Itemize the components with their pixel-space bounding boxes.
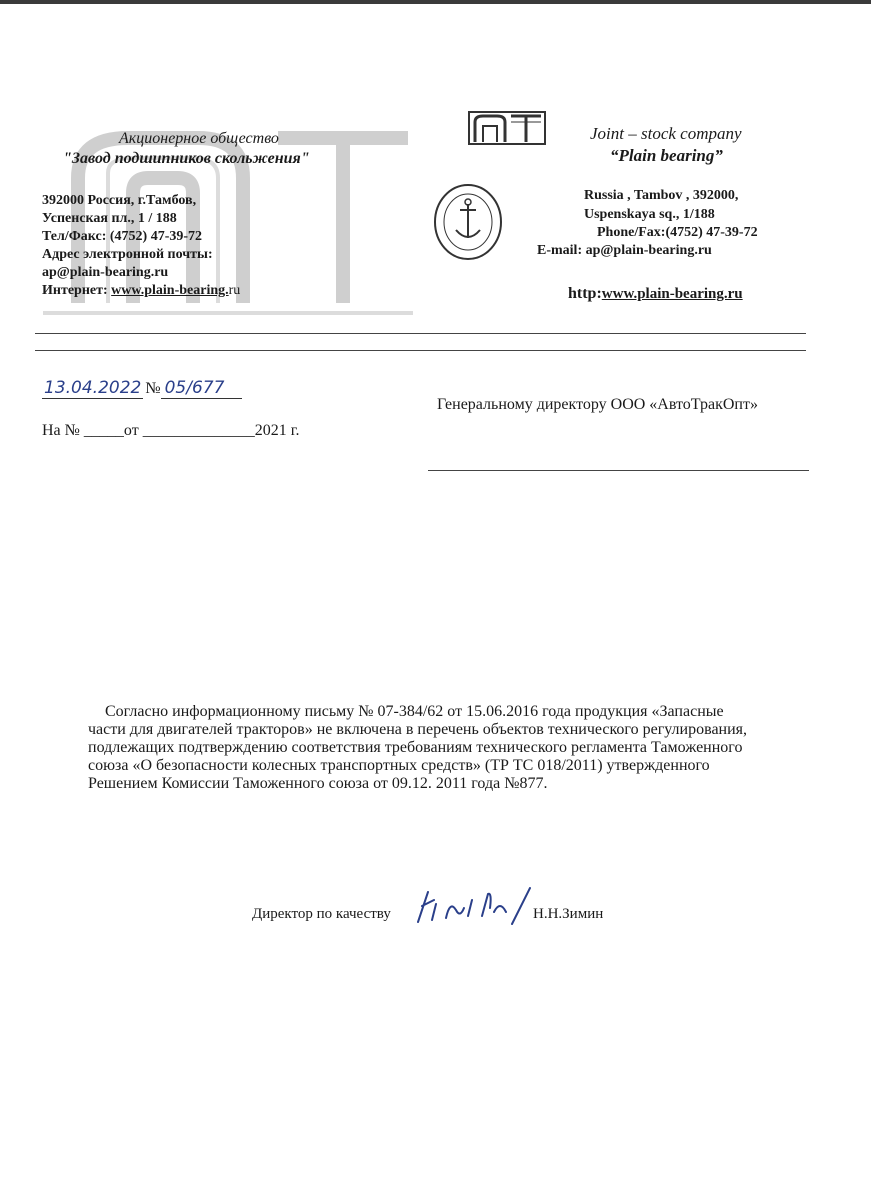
ru-company-type: Акционерное общество xyxy=(119,130,279,147)
number-prefix: № xyxy=(145,380,161,397)
handwritten-signature xyxy=(410,882,540,932)
handwritten-number: 05/677 xyxy=(161,378,243,399)
signatory-name: Н.Н.Зимин xyxy=(533,906,604,922)
ru-address-line1: 392000 Россия, г.Тамбов, xyxy=(42,193,197,208)
handwritten-date: 13.04.2022 xyxy=(44,378,142,398)
ru-company-name: "Завод подшипников скольжения" xyxy=(63,150,310,167)
reply-to-line: На № _____от ______________2021 г. xyxy=(42,422,300,439)
en-email: E-mail: ap@plain-bearing.ru xyxy=(537,243,712,258)
letter-body: Согласно информационному письму № 07-384/62 от 15.06.2016 года продукция «Запасные части для двигателей тракторов» не включена в перечень объектов технического регулирования, подлежащих подтверждению соответствия требованиям технического регламента Таможенного союза «О безопасности колесных транспортных средств» (ТР ТС 018/2011) утвержденного Решением Комиссии Таможенного союза от 09.12. 2011 года №877. xyxy=(88,703,748,792)
ru-internet-row xyxy=(42,282,240,300)
signatory-position: Директор по качеству xyxy=(252,906,391,922)
header-rule-bottom xyxy=(35,350,806,351)
en-address-line2: Uspenskaya sq., 1/188 xyxy=(584,207,715,222)
en-company-type: Joint – stock company xyxy=(590,124,742,143)
outgoing-number-line xyxy=(42,378,242,398)
en-phone: Phone/Fax:(4752) 47-39-72 xyxy=(597,225,758,240)
ru-internet-label: Интернет: xyxy=(42,283,112,298)
scan-top-edge xyxy=(0,0,871,4)
en-company-name: “Plain bearing” xyxy=(610,146,723,165)
en-address-line1: Russia , Tambov , 392000, xyxy=(584,188,739,203)
ru-phone: Тел/Факс: (4752) 47-39-72 xyxy=(42,229,203,244)
ru-email-label: Адрес электронной почты: xyxy=(42,247,213,262)
river-register-stamp xyxy=(432,182,504,262)
ru-email: ap@plain-bearing.ru xyxy=(42,265,169,280)
recipient-underline xyxy=(428,470,809,471)
ru-address-line2: Успенская пл., 1 / 188 xyxy=(42,211,177,226)
recipient: Генеральному директору ООО «АвтоТракОпт» xyxy=(437,396,758,413)
en-http-link: www.plain-bearing.ru xyxy=(601,286,743,302)
ru-internet-link: www.plain-bearing. xyxy=(111,283,229,298)
en-http-row xyxy=(568,285,743,303)
company-logo-small xyxy=(467,108,547,148)
header-rule-top xyxy=(35,333,806,334)
en-http-label: http: xyxy=(568,285,602,302)
ru-internet-tld: ru xyxy=(228,283,241,298)
